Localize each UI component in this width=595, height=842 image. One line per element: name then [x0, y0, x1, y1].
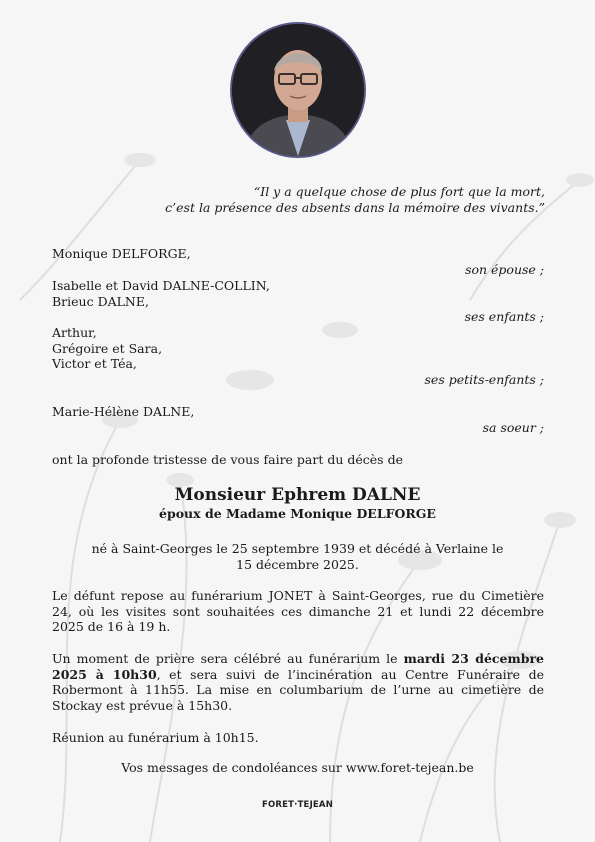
portrait-photo	[230, 22, 366, 158]
epigraph-quote	[125, 184, 545, 216]
family-relation: ses enfants ;	[464, 309, 544, 324]
family-group-children	[52, 278, 544, 325]
ceremony-date: mardi 23 décembre 2025 à 10h30	[52, 651, 544, 682]
family-name: Brieuc DALNE,	[52, 293, 149, 309]
family-group-spouse	[52, 246, 544, 277]
family-group-grandchildren	[52, 325, 544, 387]
birth-death-details	[80, 541, 515, 572]
quote-line-2: c’est la présence des absents dans la mémoire des vivants.”	[165, 200, 545, 215]
ceremony-paragraph	[52, 651, 544, 713]
family-name: Grégoire et Sara,	[52, 340, 163, 356]
family-name: Marie-Hélène DALNE,	[52, 404, 195, 419]
family-name: Victor et Téa,	[52, 356, 137, 371]
deceased-name: Monsieur Ephrem DALNE	[174, 485, 421, 505]
ceremony-text-before: Un moment de prière sera célébré au funérarium le	[52, 651, 404, 666]
deceased-heading	[0, 484, 595, 522]
deceased-spouse: époux de Madame Monique DELFORGE	[159, 506, 436, 521]
family-relation: sa soeur ;	[482, 419, 544, 435]
family-group-sister	[52, 404, 544, 435]
repose-paragraph: Le défunt repose au funérarium JONET à Saint-Georges, rue du Cimetière 24, où les visites sont souhaitées ces dimanche 21 et lundi 22 décembre 2025 de 16 à 19 h.	[52, 588, 544, 634]
family-name: Isabelle et David DALNE-COLLIN,	[52, 278, 270, 293]
family-relation: ses petits-enfants ;	[424, 371, 544, 387]
family-relation: son épouse ;	[465, 261, 544, 277]
family-name: Monique DELFORGE,	[52, 246, 191, 261]
funeral-home-logo: FORET·TEJEAN	[261, 800, 334, 810]
meeting-paragraph: Réunion au funérarium à 10h15.	[52, 730, 259, 745]
birth-death-line-2: 15 décembre 2025.	[236, 556, 359, 572]
birth-death-line-1: né à Saint-Georges le 25 septembre 1939 et décédé à Verlaine le	[91, 541, 504, 556]
quote-line-1: “Il y a quelque chose de plus fort que la mort,	[253, 184, 545, 199]
ceremony-text-after: , et sera suivi de l’incinération au Centre Funéraire de Robermont à 11h55. La mise en columbarium de l’urne au cimetière de Stockay est prévue à 15h30.	[52, 666, 544, 713]
condolences-link[interactable]: Vos messages de condoléances sur www.foret-tejean.be	[121, 760, 474, 775]
family-name: Arthur,	[52, 325, 97, 340]
announcement-intro: ont la profonde tristesse de vous faire part du décès de	[52, 452, 403, 467]
